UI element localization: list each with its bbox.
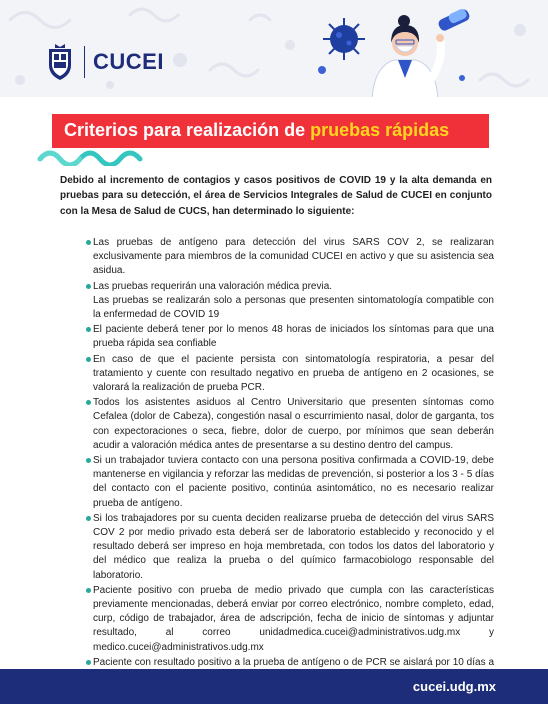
list-item-text: Si los trabajadores por su cuenta deciden realizarse prueba de detección del virus SARS COV 2 por medio privado esta deberá ser de laboratorio establecido y reconocido y el resultado deberá ser impreso en hoja membretada, con todos los datos del laboratorio y del médico que realiza la prueba o del químico farmacobiologo responsable del laboratorio. [93, 512, 494, 581]
list-item-text: Si un trabajador tuviera contacto con una persona positiva confirmada a COVID-19, debe mantenerse en vigilancia y reforzar las medidas de prevención, si posterior a los 3 - 5 días del contacto con el paciente positivo, continúa asintomático, no es necesario realizar prueba de antígeno. [93, 455, 494, 509]
page-title-highlight: pruebas rápidas [310, 120, 450, 140]
bullet-icon [86, 516, 91, 521]
logo-divider [84, 46, 85, 78]
bullet-icon [86, 240, 91, 245]
list-item [60, 236, 494, 279]
list-item [60, 396, 494, 453]
footer [0, 669, 548, 704]
bullet-icon [86, 327, 91, 332]
header [0, 0, 548, 97]
virus-icon [323, 18, 365, 60]
bullet-icon [86, 660, 91, 665]
page-title-main: Criterios para realización de [64, 120, 311, 140]
list-item-text: El paciente deberá tener por lo menos 48 horas de iniciados los síntomas para que una prueba rápida sea confiable [93, 324, 494, 350]
list-item-text: En caso de que el paciente persista con sintomatología respiratoria, a pesar del tratamiento y cuente con resultado negativo en prueba de antígeno en 2 ocasiones, se valorará la realización de prueba PCR. [93, 353, 494, 394]
title-banner [52, 114, 489, 148]
intro-paragraph: Debido al incremento de contagios y casos positivos de COVID 19 y la alta demanda en pruebas para su detección, el área de Servicios Integrales de Salud de CUCEI en conjunto con la Mesa de Salud de CUCS, han determinado lo siguiente: [60, 175, 492, 217]
criteria-list [60, 236, 494, 685]
list-item-text: Las pruebas requerirán una valoración médica previa. [93, 280, 333, 292]
scientist-illustration [312, 8, 472, 97]
bullet-icon [86, 284, 91, 289]
list-item [60, 353, 494, 396]
list-item-text: Todos los asistentes asiduos al Centro Universitario que presenten síntomas como Cefalea (dolor de Cabeza), congestión nasal o escurrimiento nasal, dolor de garganta, tos con expectoraciones o seca, fiebre, dolor de cuerpo, por mínimos que sean deberán acudir a valoración médica antes de presentarse a su destino dentro del campus. [93, 397, 494, 451]
footer-url: cucei.udg.mx [412, 679, 496, 694]
list-item [60, 584, 494, 655]
list-item [60, 280, 494, 323]
brand-name: CUCEI [93, 49, 164, 74]
list-item [60, 323, 494, 351]
bullet-icon [86, 588, 91, 593]
list-item-text: Las pruebas de antígeno para detección del virus SARS COV 2, se realizaran exclusivamente para miembros de la comunidad CUCEI en activo y que su asistencia sea asidua. [93, 237, 494, 277]
bullet-icon [86, 357, 91, 362]
bullet-icon [86, 458, 91, 463]
udg-crest-logo [46, 43, 74, 81]
list-item-text: Paciente con resultado positivo a la prueba de antígeno o de PCR se aislará por 10 días a [93, 656, 494, 668]
list-item-text: Paciente positivo con prueba de medio privado que cumpla con las características previamente mencionadas, deberá enviar por correo electrónico, nombre completo, edad, curp, código de trabajador, área de adscripción, fecha de inicio de síntomas y adjuntar resultado, al correo unidadmedica.cucei@administrativos.udg.mx y medico.cucei@administrativos.udg.mx [93, 584, 494, 653]
decorative-squiggle [36, 144, 148, 166]
list-item-subtext: Las pruebas se realizarán solo a personas que presenten sintomatología compatible con la enfermedad de COVID 19 [93, 294, 494, 321]
page-title [64, 120, 449, 141]
list-item [60, 454, 494, 511]
bullet-icon [86, 400, 91, 405]
list-item [60, 512, 494, 583]
